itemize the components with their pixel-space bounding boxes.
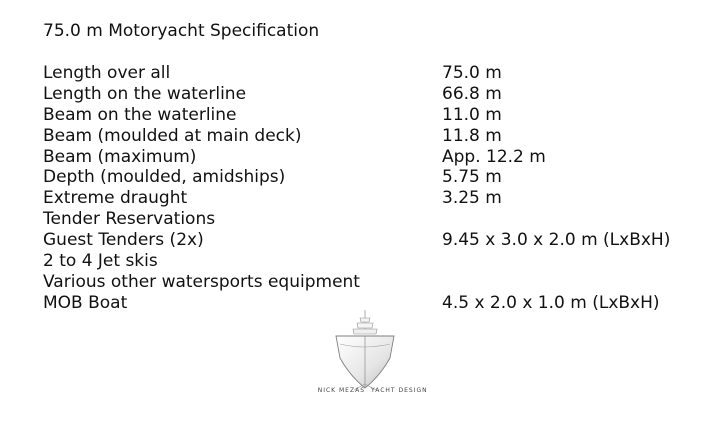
spec-label: Beam on the waterline (43, 104, 237, 125)
logo-left-text: NICK MEZAS (317, 387, 365, 394)
spec-label: MOB Boat (43, 292, 128, 313)
page-title: 75.0 m Motoryacht Specification (43, 21, 320, 41)
spec-label: Various other watersports equipment (43, 271, 360, 292)
company-logo (300, 310, 430, 400)
spec-value: App. 12.2 m (442, 146, 546, 167)
spec-row (43, 188, 703, 209)
spec-label: Depth (moulded, amidships) (43, 167, 286, 188)
spec-list (43, 63, 703, 314)
spec-value: 9.45 x 3.0 x 2.0 m (LxBxH) (442, 230, 671, 251)
spec-label: Extreme draught (43, 188, 188, 209)
spec-row (43, 84, 703, 105)
spec-label: Length on the waterline (43, 83, 247, 104)
spec-row (43, 167, 703, 188)
spec-row (43, 230, 703, 251)
spec-label: Guest Tenders (2x) (43, 230, 204, 251)
spec-label: Beam (moulded at main deck) (43, 125, 302, 146)
spec-row (43, 126, 703, 147)
spec-label: Tender Reservations (43, 209, 216, 230)
spec-row (43, 209, 703, 230)
spec-value: 4.5 x 2.0 x 1.0 m (LxBxH) (442, 292, 660, 313)
spec-label: Length over all (43, 63, 171, 83)
spec-value: 3.25 m (442, 188, 502, 209)
spec-row (43, 251, 703, 272)
yacht-bow-icon (330, 310, 400, 390)
spec-value: 75.0 m (442, 63, 502, 83)
spec-value: 66.8 m (442, 83, 502, 104)
spec-label: 2 to 4 Jet skis (43, 251, 158, 272)
spec-value: 11.8 m (442, 125, 502, 146)
spec-label: Beam (maximum) (43, 146, 197, 167)
spec-row (43, 105, 703, 126)
spec-row (43, 272, 703, 293)
spec-row (43, 147, 703, 168)
spec-value: 5.75 m (442, 167, 502, 188)
logo-right-text: YACHT DESIGN (371, 387, 428, 394)
spec-row (43, 63, 703, 84)
spec-value: 11.0 m (442, 104, 502, 125)
